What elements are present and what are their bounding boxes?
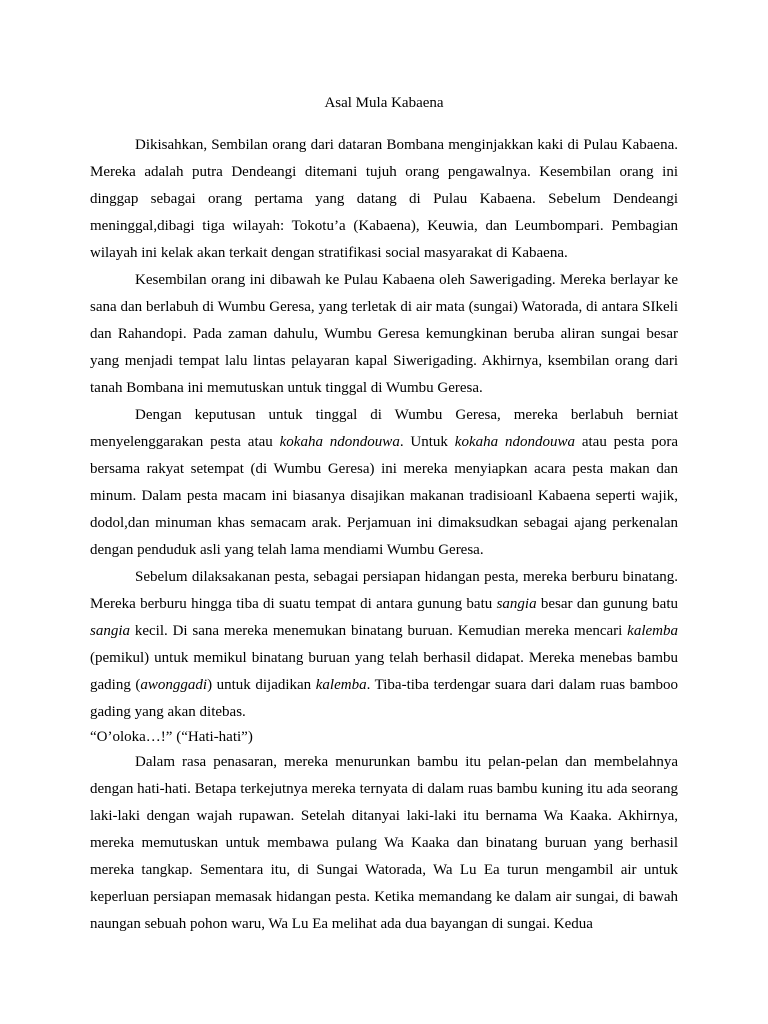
paragraph-4-text-c: besar dan gunung batu bbox=[536, 596, 678, 612]
paragraph-4-text-g: (pemikul) untuk memikul binatang buruan yang telah berhasil didapat. Mereka menebas bambu gading ( bbox=[90, 650, 678, 693]
paragraph-4-term-kalemba-2: kalemba bbox=[315, 677, 367, 693]
document-body bbox=[90, 90, 678, 938]
paragraph-5: Dalam rasa penasaran, mereka menurunkan bambu itu pelan-pelan dan membelahnya dengan hati-hati. Betapa terkejutnya mereka ternyata di dalam ruas bambu kuning itu ada seorang laki-laki dengan wajah rupawan. Setelah ditanyai laki-laki itu bernama Wa Kaaka. Akhirnya, mereka memutuskan untuk membawa pulang Wa Kaaka dan binatang buruan yang berhasil mereka tangkap. Sementara itu, di Sungai Watorada, Wa Lu Ea turun mengambil air untuk keperluan persiapan memasak hidangan pesta. Ketika memandang ke dalam air sungai, di bawah naungan sebuah pohon waru, Wa Lu Ea melihat ada dua bayangan di sungai. Kedua bbox=[90, 754, 678, 932]
paragraph-4-text-i: ) untuk dijadikan bbox=[207, 677, 316, 693]
paragraph-4-term-sangia-1: sangia bbox=[496, 596, 537, 612]
dialogue-quote: “O’oloka…!” (“Hati-hati”) bbox=[90, 729, 253, 745]
paragraph-3-term-kokaha-2: kokaha ndondouwa bbox=[454, 434, 575, 450]
paragraph-4-term-sangia-2: sangia bbox=[90, 623, 131, 639]
paragraph-3-text-e: atau pesta pora bersama rakyat setempat (di Wumbu Geresa) ini mereka menyiapkan acara pesta makan dan minum. Dalam pesta macam ini biasanya disajikan makanan tradisioanl Kabaena seperti wajik, dodol,dan minuman khas semacam arak. Perjamuan ini dimaksudkan sebagai ajang perkenalan dengan penduduk asli yang telah lama mendiami Wumbu Geresa. bbox=[90, 434, 678, 558]
paragraph-4-text-k: . Tiba-tiba terdengar suara dari dalam ruas bamboo gading yang akan ditebas. bbox=[90, 677, 678, 720]
document-title: Asal Mula Kabaena bbox=[324, 95, 444, 111]
paragraph-1: Dikisahkan, Sembilan orang dari dataran Bombana menginjakkan kaki di Pulau Kabaena. Mereka adalah putra Dendeangi ditemani tujuh orang pengawalnya. Kesembilan orang ini dinggap sebagai orang pertama yang datang di Pulau Kabaena. Sebelum Dendeangi meninggal,dibagi tiga wilayah: Tokotu’a (Kabaena), Keuwia, dan Leumbompari. Pembagian wilayah ini kelak akan terkait dengan stratifikasi social masyarakat di Kabaena. bbox=[90, 137, 678, 261]
paragraph-3-term-kokaha-1: kokaha ndondouwa bbox=[279, 434, 400, 450]
paragraph-4-term-awonggadi: awonggadi bbox=[140, 677, 208, 693]
paragraph-3-text-a: Dengan keputusan untuk tinggal di Wumbu Geresa, mereka berlabuh berniat menyelenggarakan pesta atau bbox=[90, 407, 678, 450]
paragraph-3 bbox=[90, 402, 678, 564]
paragraph-4 bbox=[90, 564, 678, 726]
paragraph-3-text-c: . Untuk bbox=[399, 434, 455, 450]
paragraph-4-text-e: kecil. Di sana mereka menemukan binatang buruan. Kemudian mereka mencari bbox=[130, 623, 628, 639]
paragraph-4-term-kalemba-1: kalemba bbox=[627, 623, 678, 639]
paragraph-4-text-a: Sebelum dilaksakanan pesta, sebagai persiapan hidangan pesta, mereka berburu binatang. Mereka berburu hingga tiba di suatu tempat di antara gunung batu bbox=[90, 569, 678, 612]
paragraph-2: Kesembilan orang ini dibawah ke Pulau Kabaena oleh Sawerigading. Mereka berlayar ke sana dan berlabuh di Wumbu Geresa, yang terletak di air mata (sungai) Watorada, di antara SIkeli dan Rahandopi. Pada zaman dahulu, Wumbu Geresa kemungkinan beruba aliran sungai besar yang menjadi tempat lalu lintas pelayaran kapal Siwerigading. Akhirnya, ksembilan orang dari tanah Bombana ini memutuskan untuk tinggal di Wumbu Geresa. bbox=[90, 272, 678, 396]
